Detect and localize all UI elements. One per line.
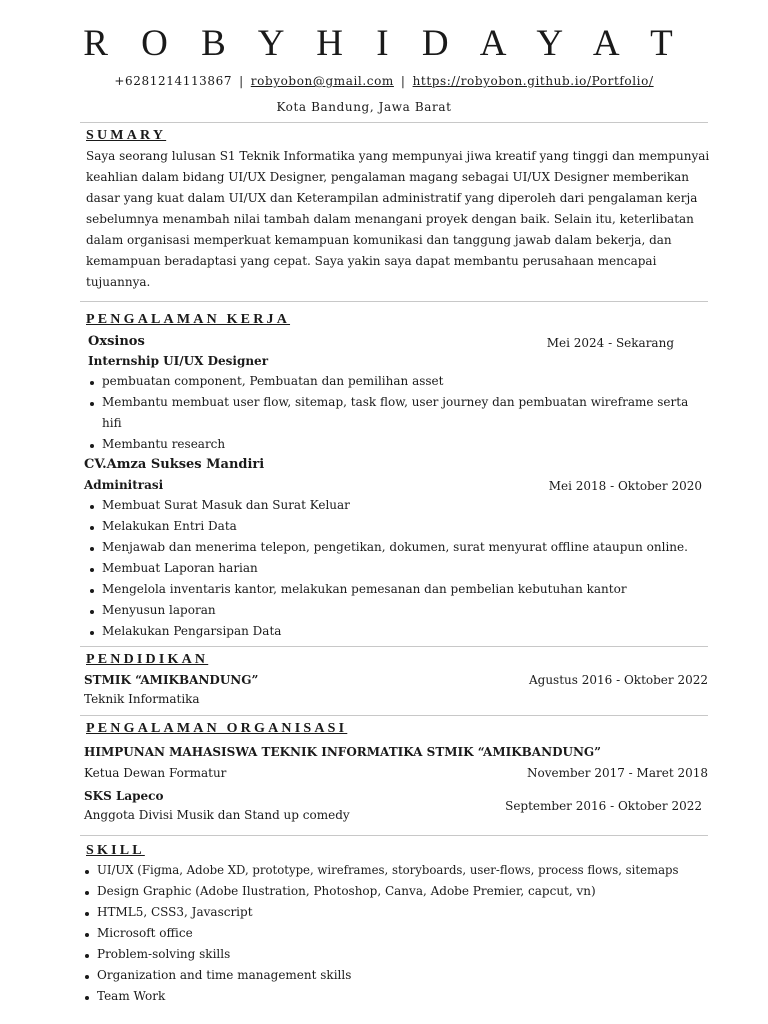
skill-item: UI/UX (Figma, Adobe XD, prototype, wireframes, storyboards, user-flows, process flows, sitemaps: [81, 860, 721, 881]
summary-heading: SUMARY: [86, 128, 167, 143]
job-task: pembuatan component, Pembuatan dan pemilihan asset: [86, 371, 706, 392]
job-task: Melakukan Entri Data: [86, 516, 706, 537]
organization-name: SKS Lapeco: [84, 789, 164, 803]
job-task: Membuat Surat Masuk dan Surat Keluar: [86, 495, 706, 516]
divider: [80, 835, 708, 836]
location: Kota Bandung, Jawa Barat: [276, 100, 452, 114]
job-period: Mei 2024 - Sekarang: [546, 336, 674, 350]
school-major: Teknik Informatika: [84, 692, 200, 706]
job-role: Internship UI/UX Designer: [88, 354, 269, 368]
resume-name: R O B Y H I D A Y A T: [83, 23, 685, 64]
job-task: Menjawab dan menerima telepon, pengetikan, dokumen, surat menyurat offline ataupun online.: [86, 537, 706, 558]
phone-number: +6281214113867: [114, 74, 233, 88]
job-task-list: [86, 495, 706, 642]
job-task: Menyusun laporan: [86, 600, 706, 621]
organization-name: HIMPUNAN MAHASISWA TEKNIK INFORMATIKA STMIK “AMIKBANDUNG”: [84, 745, 602, 759]
organization-heading: PENGALAMAN ORGANISASI: [86, 721, 348, 736]
organization-period: November 2017 - Maret 2018: [527, 766, 708, 780]
skill-item: Organization and time management skills: [81, 965, 721, 986]
organization-role: Anggota Divisi Musik dan Stand up comedy: [84, 808, 350, 822]
divider: [80, 646, 708, 647]
separator: |: [400, 74, 406, 88]
education-heading: PENDIDIKAN: [86, 652, 209, 667]
job-task: Membantu membuat user flow, sitemap, task flow, user journey dan pembuatan wireframe serta hifi: [86, 392, 706, 434]
school-name: STMIK “AMIKBANDUNG”: [84, 673, 259, 687]
divider: [80, 122, 708, 123]
job-task: Membuat Laporan harian: [86, 558, 706, 579]
job-role: Adminitrasi: [84, 478, 164, 492]
email-link[interactable]: robyobon@gmail.com: [250, 74, 394, 88]
experience-heading: PENGALAMAN KERJA: [86, 312, 291, 327]
separator: |: [239, 74, 244, 88]
job-company: Oxsinos: [88, 334, 145, 349]
skill-item: Microsoft office: [81, 923, 721, 944]
contact-line: [0, 74, 768, 88]
organization-role: Ketua Dewan Formatur: [84, 766, 227, 780]
skill-item: HTML5, CSS3, Javascript: [81, 902, 721, 923]
divider: [80, 715, 708, 716]
job-task: Melakukan Pengarsipan Data: [86, 621, 706, 642]
skills-heading: SKILL: [86, 843, 145, 858]
job-task: Membantu research: [86, 434, 706, 455]
skill-item: Team Work: [81, 986, 721, 1007]
education-period: Agustus 2016 - Oktober 2022: [528, 673, 708, 687]
organization-period: September 2016 - Oktober 2022: [505, 799, 702, 813]
job-task-list: [86, 371, 706, 455]
skill-item: Problem-solving skills: [81, 944, 721, 965]
job-company: CV.Amza Sukses Mandiri: [84, 457, 265, 472]
skill-item: Design Graphic (Adobe Ilustration, Photoshop, Canva, Adobe Premier, capcut, vn): [81, 881, 721, 902]
divider: [80, 301, 708, 302]
skill-list: [81, 860, 721, 1007]
summary-text: Saya seorang lulusan S1 Teknik Informatika yang mempunyai jiwa kreatif yang tinggi dan mempunyai keahlian dalam bidang UI/UX Designer, pengalaman magang sebagai UI/UX Designer memberikan dasar yang kuat dalam UI/UX dan Keterampilan administratif yang diperoleh dari pengalaman kerja sebelumnya menambah nilai tambah dalam menangani proyek dengan baik. Selain itu, keterlibatan dalam organisasi memperkuat kemampuan komunikasi dan tanggung jawab dalam bekerja, dan kemampuan beradaptasi yang cepat. Saya yakin saya dapat membantu perusahaan mencapai tujuannya.: [86, 149, 710, 289]
job-task: Mengelola inventaris kantor, melakukan pemesanan dan pembelian kebutuhan kantor: [86, 579, 706, 600]
portfolio-link[interactable]: https://robyobon.github.io/Portfolio/: [412, 74, 654, 88]
job-period: Mei 2018 - Oktober 2020: [548, 479, 702, 493]
